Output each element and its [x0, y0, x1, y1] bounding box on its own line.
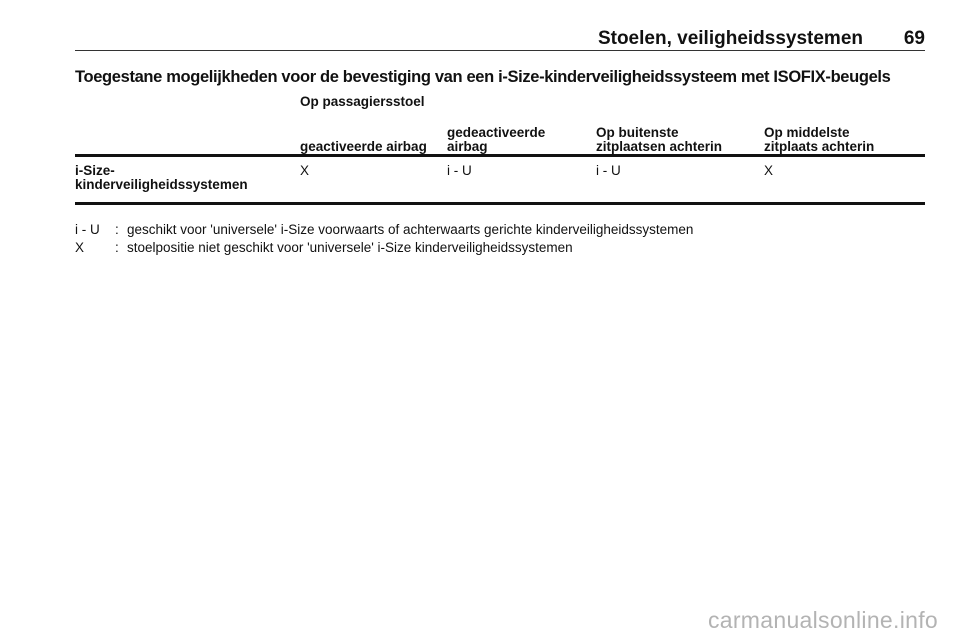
column-header-line [300, 126, 427, 140]
column-header-line: Op middelste [764, 125, 850, 140]
table-cell-activated-airbag: X [300, 163, 310, 178]
legend-separator: : [115, 222, 119, 237]
column-header-activated-airbag [300, 126, 427, 154]
row-label-i-size-systems [75, 164, 248, 192]
column-header-line: Op buitenste [596, 125, 679, 140]
legend-key: X [75, 240, 85, 255]
column-header-middle-rear-seat [764, 126, 874, 154]
group-label-passenger-seat: Op passagiersstoel [300, 94, 425, 109]
legend [75, 221, 935, 257]
watermark: carmanualsonline.info [707, 607, 938, 633]
table-cell-middle-rear-seat: X [764, 163, 774, 178]
table-bottom-divider [75, 202, 925, 205]
section-title: Stoelen, veiligheidssystemen [597, 28, 863, 49]
legend-text: stoelpositie niet geschikt voor 'universele' i-Size kinderveiligheidssystemen [127, 240, 573, 255]
document-title: Toegestane mogelijkheden voor de bevestiging van een i-Size-kinderveiligheidssysteem met ISOFIX-beugels [75, 68, 891, 86]
column-header-line: zitplaats achterin [764, 139, 875, 154]
column-header-line: geactiveerde airbag [300, 139, 427, 154]
page-number: 69 [903, 28, 925, 49]
legend-item [75, 239, 935, 257]
table-cell-outer-rear-seats: i - U [596, 163, 621, 178]
table-cell-deactivated-airbag: i - U [447, 163, 472, 178]
column-header-line: zitplaatsen achterin [596, 139, 723, 154]
column-header-line: airbag [447, 139, 488, 154]
header-divider [75, 154, 925, 157]
row-label-line: i-Size- [75, 163, 115, 178]
column-header-outer-rear-seats [596, 126, 722, 154]
legend-text: geschikt voor 'universele' i-Size voorwaarts of achterwaarts gerichte kinderveiligheidssystemen [127, 222, 694, 237]
column-header-deactivated-airbag [447, 126, 545, 154]
page-header [75, 28, 925, 51]
legend-key: i - U [75, 222, 100, 237]
legend-separator: : [115, 240, 119, 255]
row-label-line: kinderveiligheidssystemen [75, 177, 248, 192]
legend-item [75, 221, 935, 239]
column-header-line: gedeactiveerde [447, 125, 546, 140]
